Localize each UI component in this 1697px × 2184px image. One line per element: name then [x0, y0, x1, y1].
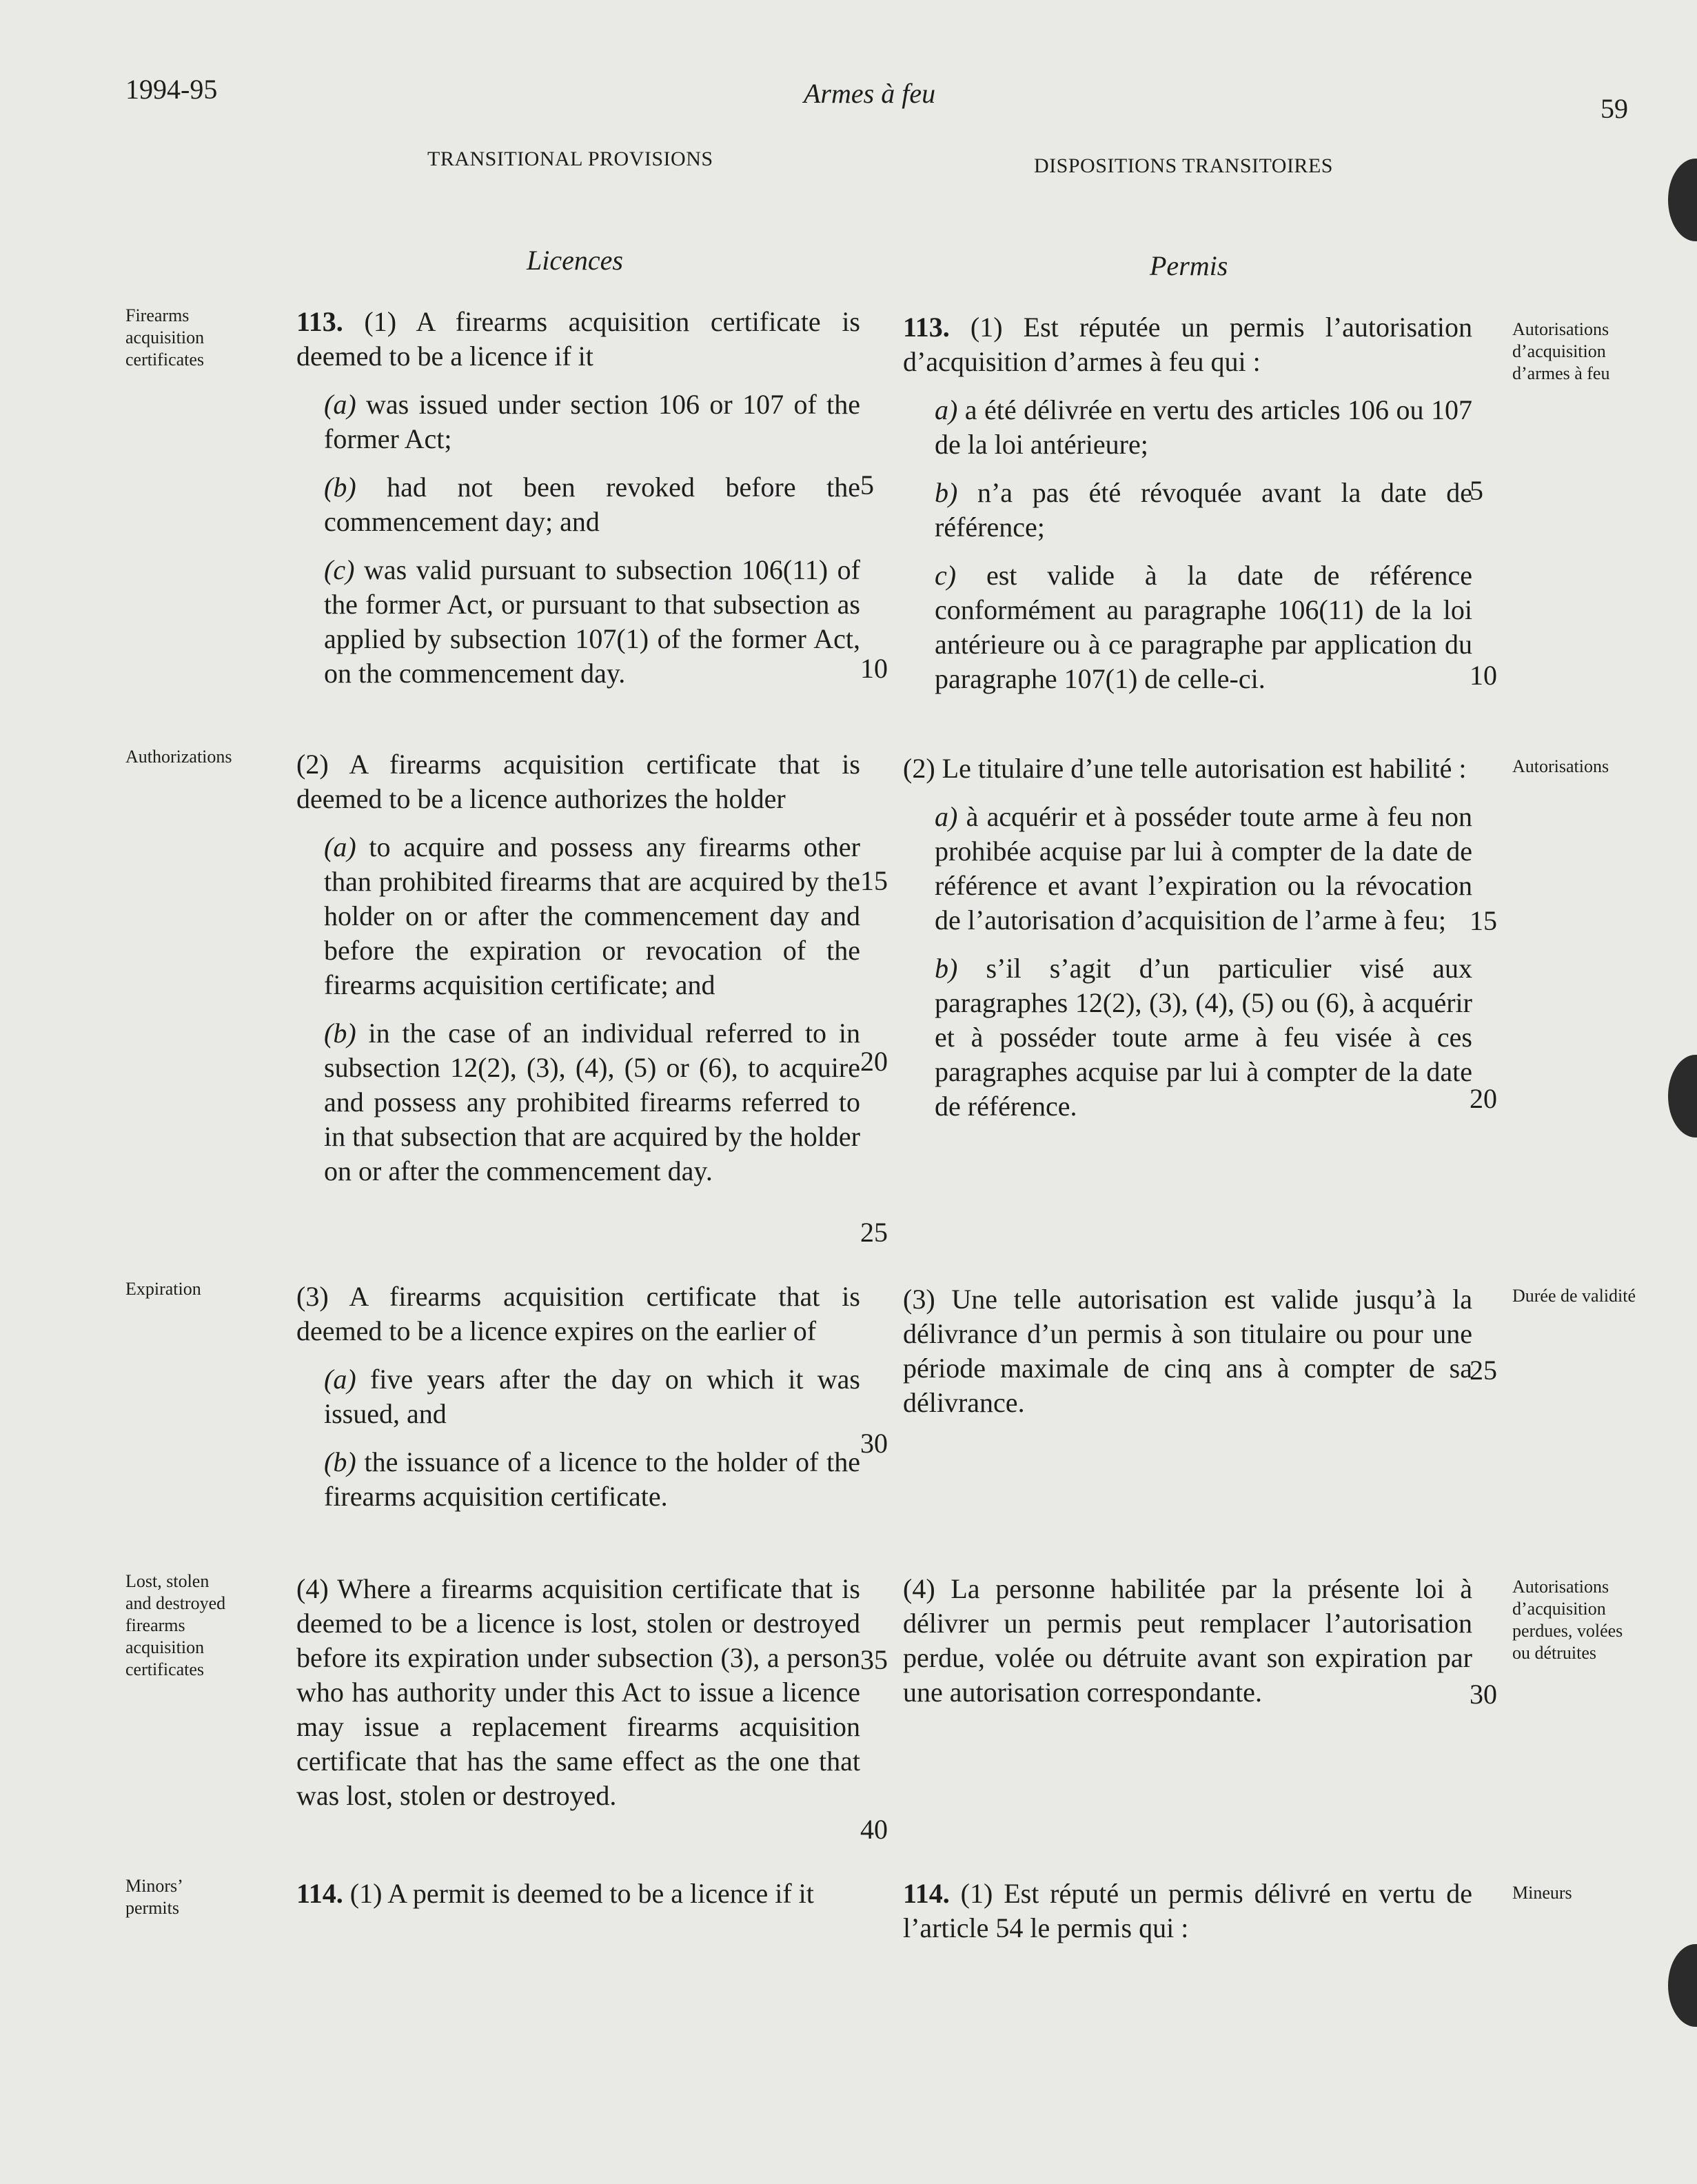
fr-113-3-text: (3) Une telle autorisation est valide jusqu’à la délivrance d’un permis à son titulaire ou pour une période maximale de cinq ans à compter de sa délivrance.	[903, 1284, 1472, 1418]
margin-note-minors-permits: Minors’ permits	[125, 1876, 182, 1918]
en-line-number: 25	[860, 1217, 888, 1248]
fr-line-number: 30	[1470, 1679, 1497, 1710]
english-column-heading: TRANSITIONAL PROVISIONS	[427, 148, 713, 170]
en-113-1-c: (c) was valid pursuant to subsection 106(11) of the former Act, or pursuant to that subsection as applied by subsection 107(1) of the former Act, on the commencement day.	[324, 554, 860, 689]
en-section-113-2	[296, 747, 860, 1189]
en-section-113-1	[296, 305, 860, 691]
en-line-number: 15	[860, 865, 888, 896]
fr-113-4-text: (4) La personne habilitée par la présente loi à délivrer un permis peut remplacer l’autorisation perdue, volée ou détruite avant son expiration par une autorisation correspondante.	[903, 1573, 1472, 1708]
en-section-113-3	[296, 1280, 860, 1514]
french-subheading: Permis	[1150, 250, 1228, 281]
en-113-2-intro: (2) A firearms acquisition certificate that is deemed to be a licence authorizes the holder	[296, 749, 860, 814]
fr-114-1-intro: 114. (1) Est réputé un permis délivré en vertu de l’article 54 le permis qui :	[903, 1878, 1472, 1943]
margin-note-autorisations: Autorisations	[1512, 756, 1609, 776]
fr-section-113-2	[903, 751, 1472, 1124]
margin-note-autorisations-acquisition: Autorisations d’acquisition d’armes à feu	[1512, 319, 1610, 383]
section-number: 114.	[296, 1878, 343, 1909]
margin-note-lost-stolen: Lost, stolen and destroyed firearms acquisition certificates	[125, 1571, 226, 1679]
binder-hole	[1668, 1944, 1697, 2027]
section-number: 113.	[296, 306, 343, 337]
en-113-2-b: (b) in the case of an individual referred to in subsection 12(2), (3), (4), (5) or (6), to acquire and possess any prohibited firearms referred to in that subsection that are acquired by the holder on or after the commencement day.	[324, 1018, 860, 1186]
fr-113-2-b: b) s’il s’agit d’un particulier visé aux paragraphes 12(2), (3), (4), (5) ou (6), à acquérir et à posséder toute arme à feu visée à ces paragraphes acquise par lui à compter de la date de référence.	[935, 953, 1472, 1122]
en-113-3-intro: (3) A firearms acquisition certificate that is deemed to be a licence expires on the earlier of	[296, 1281, 860, 1346]
en-113-4-text: (4) Where a firearms acquisition certificate that is deemed to be a licence is lost, stolen or destroyed before its expiration under subsection (3), a person who has authority under this Act to issue a licence may issue a replacement firearms acquisition certificate that has the same effect as the one that was lost, stolen or destroyed.	[296, 1573, 860, 1811]
margin-note-authorizations: Authorizations	[125, 747, 232, 767]
en-section-114-1	[296, 1877, 860, 1911]
fr-113-1-intro: 113. (1) Est réputée un permis l’autorisation d’acquisition d’armes à feu qui :	[903, 312, 1472, 377]
margin-note-autorisations-perdues: Autorisations d’acquisition perdues, volées ou détruites	[1512, 1577, 1623, 1663]
fr-line-number: 25	[1470, 1355, 1497, 1386]
fr-line-number: 5	[1470, 475, 1483, 506]
en-line-number: 30	[860, 1428, 888, 1459]
en-113-3-b: (b) the issuance of a licence to the holder of the firearms acquisition certificate.	[324, 1446, 860, 1512]
margin-note-mineurs: Mineurs	[1512, 1883, 1572, 1903]
en-114-1-intro: 114. (1) A permit is deemed to be a licence if it	[296, 1878, 814, 1909]
header-year: 1994-95	[125, 74, 218, 105]
fr-113-2-a: a) à acquérir et à posséder toute arme à feu non prohibée acquise par lui à compter de la date de référence et avant l’expiration ou la révocation de l’autorisation d’acquisition de l’arme à feu;	[935, 801, 1472, 936]
en-line-number: 10	[860, 653, 888, 684]
fr-line-number: 10	[1470, 660, 1497, 691]
binder-hole	[1668, 1055, 1697, 1138]
en-section-113-4	[296, 1572, 860, 1813]
fr-section-114-1	[903, 1877, 1472, 1945]
margin-note-firearms-acquisition: Firearms acquisition certificates	[125, 305, 205, 370]
en-line-number: 20	[860, 1046, 888, 1077]
fr-113-1-b: b) n’a pas été révoquée avant la date de référence;	[935, 477, 1472, 543]
margin-note-duree-validite: Durée de validité	[1512, 1286, 1636, 1306]
en-113-1-b: (b) had not been revoked before the commencement day; and	[324, 472, 860, 537]
fr-section-113-4	[903, 1572, 1472, 1710]
en-line-number: 35	[860, 1644, 888, 1675]
en-113-1-a: (a) was issued under section 106 or 107 of the former Act;	[324, 389, 860, 454]
section-number: 113.	[903, 312, 950, 343]
binder-hole	[1668, 159, 1697, 241]
en-line-number: 5	[860, 469, 874, 501]
english-subheading: Licences	[527, 245, 623, 276]
header-title: Armes à feu	[804, 78, 936, 109]
en-113-2-a: (a) to acquire and possess any firearms other than prohibited firearms that are acquired by the holder on or after the commencement day and before the expiration or revocation of the firearms acquisition certificate; and	[324, 831, 860, 1000]
french-column-heading: DISPOSITIONS TRANSITOIRES	[1034, 154, 1333, 177]
fr-line-number: 20	[1470, 1083, 1497, 1114]
fr-113-1-c: c) est valide à la date de référence conformément au paragraphe 106(11) de la loi antérieure ou à ce paragraphe par application du paragraphe 107(1) de celle-ci.	[935, 560, 1472, 694]
fr-line-number: 15	[1470, 905, 1497, 936]
margin-note-expiration: Expiration	[125, 1279, 201, 1299]
en-113-3-a: (a) five years after the day on which it was issued, and	[324, 1364, 860, 1429]
page-number: 59	[1601, 93, 1628, 124]
section-number: 114.	[903, 1878, 950, 1909]
en-line-number: 40	[860, 1814, 888, 1845]
fr-section-113-3	[903, 1282, 1472, 1420]
fr-113-1-a: a) a été délivrée en vertu des articles 106 ou 107 de la loi antérieure;	[935, 394, 1472, 460]
en-113-1-intro: 113. (1) A firearms acquisition certificate is deemed to be a licence if it	[296, 306, 860, 372]
fr-113-2-intro: (2) Le titulaire d’une telle autorisation est habilité :	[903, 753, 1467, 784]
fr-section-113-1	[903, 310, 1472, 696]
